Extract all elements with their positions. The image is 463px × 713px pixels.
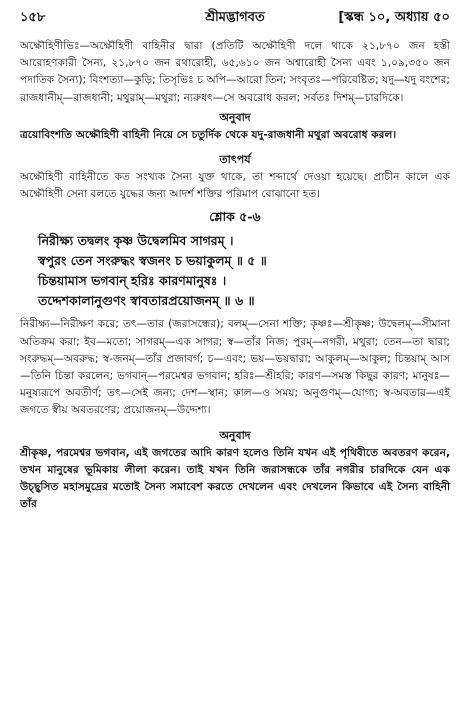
page-content: [20, 38, 450, 513]
verse-line: তদ্দেশকালানুগুণং স্বাবতারপ্রয়োজনম্ ॥ ৬ ॥: [38, 293, 255, 309]
page-number: ১৫৮: [20, 9, 46, 25]
verse-block: [20, 231, 450, 311]
synonyms-paragraph-1: অক্ষৌহিণীভিঃ—অক্ষৌহিণী বাহিনীর দ্বারা (প্রতিটি অক্ষৌহিণী দলে থাকে ২১,৮৭০ জন হস্তী আরোহণকারী সৈন্য, ২১,৮৭০ জন রথারোহী, ৬৫,৬১০ জন অশ্বারোহী সৈন্য এবং ১,০৯,৩৫০ জন পদাতিক সৈন্য); বিংশত্যা—কুড়ি; তিসৃভিঃ চ অপি—আরো তিন; সংবৃতঃ—পরিবেষ্টিত; যদু—যদু বংশের; রাজধানীম্—রাজধানী; মথুরাম্—মথুরা; ন্যরুধৎ—সে অবরোধ করল; সর্বতঃ দিশম্—চারদিকে।: [20, 40, 450, 104]
translation-text-2: শ্রীকৃষ্ণ, পরমেশ্বর ভগবান, এই জগতের আদি কারণ হলেও তিনি যখন এই পৃথিবীতে অবতরণ করেন, তখন মানুষের ভূমিকায় লীলা করেন। তাই যখন তিনি জরাসন্ধকে তাঁর নগরীর চারদিকে যেন এক উচ্ছ্বসিত মহাসমুদ্রের মতোই সৈন্য সমাবেশ করতে দেখলেন এবং দেখলেন কিভাবে এই সৈন্য বাহিনী তাঁর: [20, 446, 450, 511]
book-title: শ্রীমদ্ভাগবত: [205, 9, 265, 25]
verse-line: চিন্তয়ামাস ভগবান্ হরিঃ কারণমানুষঃ ।: [38, 273, 227, 289]
verse-line: স্বপুরং তেন সংরুদ্ধং স্বজনং চ ভয়াকুলম্ ॥ ৫ ॥: [38, 253, 267, 269]
purport-heading: তাৎপর্য: [219, 153, 251, 167]
verse-line: নিরীক্ষ্য তদ্বলং কৃষ্ণ উদ্বেলমিব সাগরম্ ।: [38, 233, 234, 249]
verse-number-heading: শ্লোক ৫-৬: [209, 209, 261, 225]
page-header: [20, 6, 450, 30]
translation-heading-1: অনুবাদ: [219, 110, 251, 124]
purport-text: অক্ষৌহিণী বাহিনীতে কত সংখ্যক সৈন্য যুক্ত থাকে, তা শব্দার্থে দেওয়া হয়েছে। প্রাচীন কালে এক অক্ষৌহিণী সেনা বলতে যুদ্ধের জন্য আদর্শ শক্তির পরিমাপ বোঝানো হত।: [20, 171, 450, 201]
translation-text-1: ত্রয়োবিংশতি অক্ষৌহিণী বাহিনী নিয়ে সে চতুর্দিক থেকে যদু-রাজধানী মথুরা অবরোধ করল।: [20, 128, 397, 141]
synonyms-paragraph-2: নিরীক্ষ্য—নিরীক্ষণ করে; তৎ—তার (জরাসন্ধের); বলম্—সেনা শক্তি; কৃষ্ণঃ—শ্রীকৃষ্ণ; উদ্বেলম্—সীমানা অতিক্রম করা; ইব—মতো; সাগরম্—এক সাগর; স্ব—তাঁর নিজ; পুরম্—নগরী, মথুরা; তেন—তা দ্বারা; সংরুদ্ধম্—অবরুদ্ধ; স্ব-জনম্—তাঁর প্রজাবর্গ; চ—এবং; ভয়—ভয়দ্বারা; আকুলম্—আকুল; চিন্তয়াম্ আস—তিনি চিন্তা করলেন; ভগবান্—পরমেশ্বর ভগবান; হরিঃ—শ্রীহরি; কারণ—সমস্ত কিছুর কারণ; মানুষঃ—মনুষ্যরূপে অবতীর্ণ; তৎ—সেই জন্য; দেশ—স্থান; কাল—ও সময়; অনুগুণম্—যোগ্য; স্ব-অবতার—এই জগতে স্বীয় অবতরণের; প্রয়োজনম্—উদ্দেশ্য।: [20, 318, 450, 417]
translation-heading-2: অনুবাদ: [219, 428, 251, 442]
chapter-reference: [স্কন্ধ ১০, অধ্যায় ৫০: [338, 9, 450, 25]
